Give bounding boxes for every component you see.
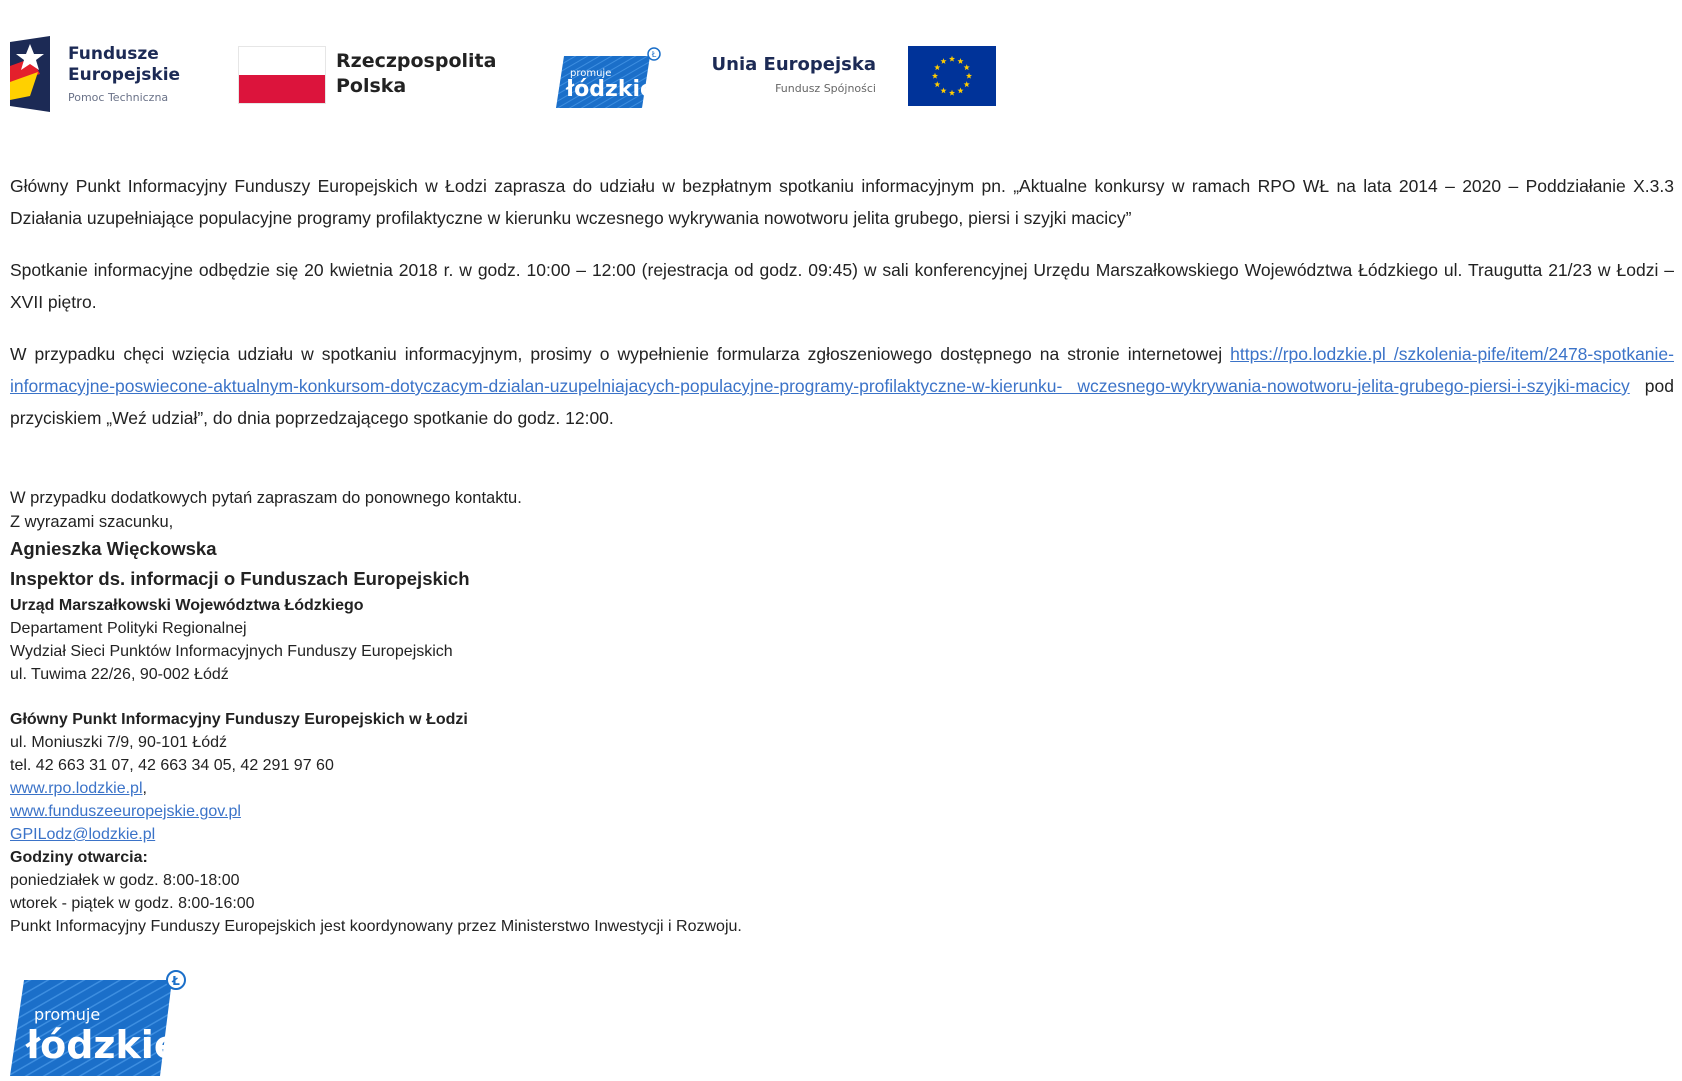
gpi-address: ul. Moniuszki 7/9, 90-101 Łódź — [10, 734, 228, 751]
gpi-phone: tel. 42 663 31 07, 42 663 34 05, 42 291 97 60 — [10, 757, 334, 774]
fundusze-line3: Pomoc Techniczna — [68, 91, 169, 104]
lodzkie-small-top: promuje — [570, 68, 612, 79]
lodzkie-large-top: promuje — [34, 1005, 101, 1024]
logo-bar — [10, 36, 1000, 116]
sender-division: Wydział Sieci Punktów Informacyjnych Funduszy Europejskich — [10, 643, 453, 660]
promuje-lodzkie-logo-large — [10, 970, 190, 1076]
registration-paragraph — [10, 338, 1674, 434]
website-link-row — [10, 777, 1010, 800]
meeting-details-paragraph: Spotkanie informacyjne odbędzie się 20 kwietnia 2018 r. w godz. 10:00 – 12:00 (rejestracja od godz. 09:45) w sali konferencyjnej Urzędu Marszałkowskiego Województwa Łódzkiego ul. Traugutta 21/23 w Łodzi – XVII piętro. — [10, 260, 1674, 312]
fundusze-europejskie-mark-icon — [10, 36, 50, 112]
regards-line: Z wyrazami szacunku, — [10, 513, 174, 531]
lodzkie-large-mark: Ł — [172, 974, 180, 988]
sender-department: Departament Polityki Regionalnej — [10, 620, 247, 637]
fundusze-line2: Europejskie — [68, 65, 181, 85]
closing-line: W przypadku dodatkowych pytań zapraszam do ponownego kontaktu. — [10, 489, 522, 507]
rzeczpospolita-line1: Rzeczpospolita — [336, 50, 497, 72]
registration-link[interactable]: https://rpo.lodzkie.pl /szkolenia-pife/item/2478-spotkanie-informacyjne-poswiecone-aktualnym-konkursom-dotyczacym-dzialan-uzupelniajacych-populacyjne-programy-profilaktyczne-w-kierunku- wczesnego-wykrywania-nowotworu-jelita-grubego-piersi-i-szyjki-macicy — [10, 344, 1674, 396]
sender-role: Inspektor ds. informacji o Funduszach Europejskich — [10, 568, 470, 589]
website-link-fundusze[interactable]: www.funduszeeuropejskie.gov.pl — [10, 803, 241, 820]
rzeczpospolita-polska-logo — [238, 46, 498, 106]
website-link-row-2 — [10, 800, 1010, 823]
email-link-row — [10, 823, 1010, 846]
eu-flag-icon — [908, 46, 996, 106]
sender-name: Agnieszka Więckowska — [10, 538, 217, 559]
fundusze-line1: Fundusze — [68, 44, 159, 64]
signature-block — [10, 486, 1010, 938]
eu-line2: Fundusz Spójności — [775, 82, 876, 95]
website-link-rpo[interactable]: www.rpo.lodzkie.pl — [10, 780, 143, 797]
polish-flag-icon — [238, 46, 326, 104]
email-link[interactable]: GPILodz@lodzkie.pl — [10, 826, 156, 843]
sender-office: Urząd Marszałkowski Województwa Łódzkiego — [10, 597, 364, 614]
hours-tue-fri: wtorek - piątek w godz. 8:00-16:00 — [10, 895, 255, 912]
registration-text-before: W przypadku chęci wzięcia udziału w spotkaniu informacyjnym, prosimy o wypełnienie formularza zgłoszeniowego dostępnego na stronie internetowej — [10, 344, 1231, 364]
promuje-lodzkie-small-icon — [556, 46, 666, 108]
lodzkie-small-name: łódzkie — [566, 77, 655, 102]
rzeczpospolita-line2: Polska — [336, 75, 407, 97]
fundusze-europejskie-logo — [10, 36, 200, 116]
coordination-note: Punkt Informacyjny Funduszy Europejskich jest koordynowany przez Ministerstwo Inwestycji i Rozwoju. — [10, 918, 742, 935]
website-link-comma: , — [142, 780, 147, 797]
registration-text-after: pod przyciskiem „Weź udział”, do dnia poprzedzającego spotkanie do godz. 12:00. — [10, 376, 1674, 428]
hours-title: Godziny otwarcia: — [10, 849, 148, 866]
sender-address: ul. Tuwima 22/26, 90-002 Łódź — [10, 666, 229, 683]
lodzkie-small-mark: Ł — [651, 50, 657, 59]
hours-monday: poniedziałek w godz. 8:00-18:00 — [10, 872, 240, 889]
gpi-title: Główny Punkt Informacyjny Funduszy Europejskich w Łodzi — [10, 711, 468, 728]
lodzkie-large-name: łódzkie — [26, 1023, 180, 1067]
intro-paragraph: Główny Punkt Informacyjny Funduszy Europejskich w Łodzi zaprasza do udziału w bezpłatnym spotkaniu informacyjnym pn. „Aktualne konkursy w ramach RPO WŁ na lata 2014 – 2020 – Poddziałanie X.3.3 Działania uzupełniające populacyjne programy profilaktyczne w kierunku wczesnego wykrywania nowotworu jelita grubego, piersi i szyjki macicy” — [10, 176, 1674, 228]
promuje-lodzkie-large-icon — [10, 970, 190, 1076]
eu-line1: Unia Europejska — [711, 54, 876, 75]
promuje-lodzkie-logo-small — [556, 46, 666, 108]
message-body — [10, 170, 1674, 454]
unia-europejska-logo — [711, 46, 996, 108]
